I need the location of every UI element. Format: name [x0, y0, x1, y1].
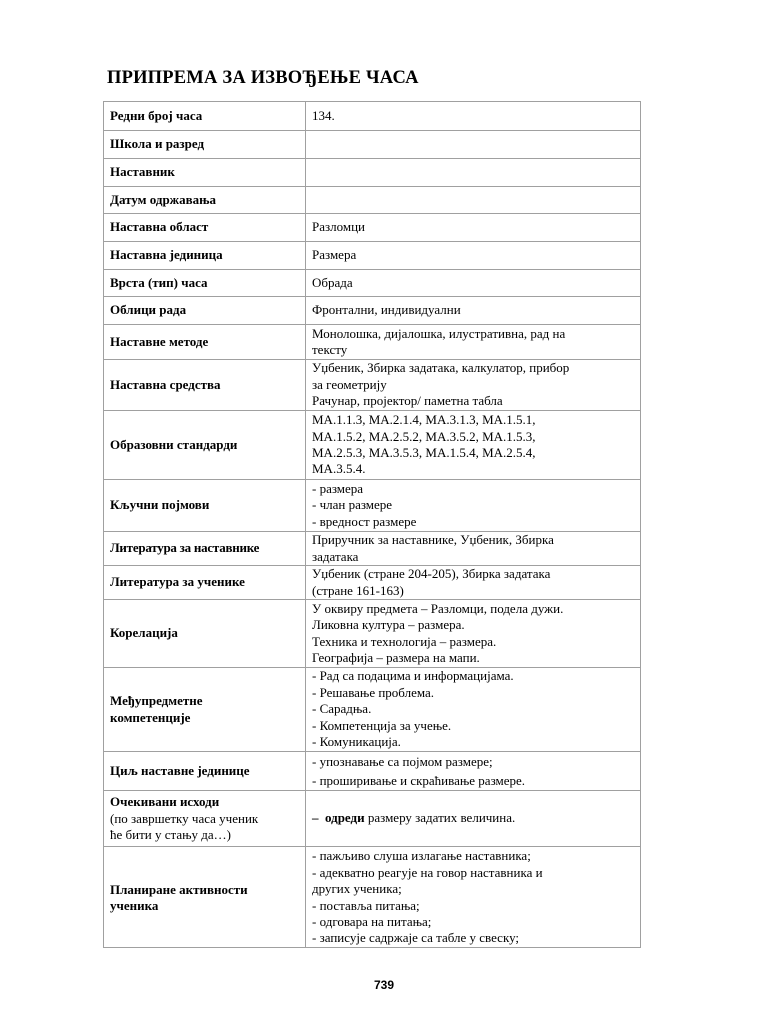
- row-value: [306, 411, 641, 480]
- row-value: 134.: [306, 102, 641, 131]
- outcome-dash: –: [312, 810, 319, 826]
- value-line: - упознавање са појмом размере;: [312, 754, 493, 769]
- value-line: МА.2.5.3, МА.3.5.3, МА.1.5.4, МА.2.5.4,: [312, 445, 536, 460]
- row-label: Циљ наставне јединице: [104, 752, 306, 791]
- table-row: [104, 187, 641, 214]
- value-line: - Компетенција за учење.: [312, 717, 452, 733]
- row-label: Литература за ученике: [104, 566, 306, 600]
- value-line: - Сарадња.: [312, 701, 372, 717]
- row-value: [306, 847, 641, 948]
- value-line: Приручник за наставнике, Уџбеник, Збирка: [312, 532, 554, 548]
- row-label: [104, 668, 306, 752]
- value-line: МА.3.5.4.: [312, 461, 366, 477]
- value-line: - размера: [312, 480, 364, 496]
- row-value: [306, 159, 641, 187]
- value-line: Техника и технологија – размера.: [312, 633, 497, 649]
- value-line: Уџбеник (стране 204-205), Збирка задатака: [312, 566, 551, 582]
- outcome-text: размеру задатих величина.: [364, 810, 516, 826]
- table-row: [104, 102, 641, 131]
- label-subline: (по завршетку часа ученик: [110, 810, 259, 826]
- label-line: компетенције: [110, 709, 191, 725]
- table-row: [104, 214, 641, 242]
- value-line: тексту: [312, 342, 348, 357]
- row-label: Литература за наставнике: [104, 532, 306, 566]
- table-row: [104, 159, 641, 187]
- table-row: [104, 532, 641, 566]
- table-row: [104, 325, 641, 360]
- row-value: Фронтални, индивидуални: [306, 297, 641, 325]
- row-label: Кључни појмови: [104, 480, 306, 532]
- value-line: - одговара на питања;: [312, 913, 432, 929]
- table-row: [104, 270, 641, 297]
- value-line: Уџбеник, Збирка задатака, калкулатор, прибор: [312, 360, 570, 376]
- value-line: - вредност размере: [312, 513, 417, 529]
- table-row: [104, 847, 641, 948]
- value-line: (стране 161-163): [312, 582, 404, 598]
- label-subline: ће бити у стању да…): [110, 827, 231, 843]
- value-line: других ученика;: [312, 881, 402, 897]
- table-row: [104, 131, 641, 159]
- row-label: Образовни стандарди: [104, 411, 306, 480]
- outcome-verb: одреди: [325, 810, 365, 826]
- row-value: [306, 480, 641, 532]
- table-row: [104, 600, 641, 668]
- value-line: МА.1.5.2, МА.2.5.2, МА.3.5.2, МА.1.5.3,: [312, 428, 536, 444]
- row-label: Редни број часа: [104, 102, 306, 131]
- label-line: Планиране активности: [110, 881, 248, 897]
- row-value: Размера: [306, 242, 641, 270]
- label-line: Међупредметне: [110, 693, 203, 709]
- row-value: Разломци: [306, 214, 641, 242]
- value-line: - записује садржаје са табле у свеску;: [312, 930, 520, 946]
- label-line: ученика: [110, 898, 159, 913]
- value-line: задатака: [312, 548, 359, 564]
- value-line: - Рад са подацима и информацијама.: [312, 668, 514, 684]
- value-line: Рачунар, пројектор/ паметна табла: [312, 393, 503, 409]
- value-line: Монолошка, дијалошка, илустративна, рад на: [312, 325, 566, 341]
- row-value: [306, 752, 641, 791]
- row-value: [306, 131, 641, 159]
- row-label: Наставна област: [104, 214, 306, 242]
- value-line: Ликовна култура – размера.: [312, 617, 465, 633]
- page-title: ПРИПРЕМА ЗА ИЗВОЂЕЊЕ ЧАСА: [107, 68, 419, 88]
- row-label: Наставник: [104, 159, 306, 187]
- row-value: [306, 566, 641, 600]
- table-row: [104, 411, 641, 480]
- value-line: - Комуникација.: [312, 734, 401, 750]
- row-label: Наставна средства: [104, 360, 306, 411]
- row-value: [306, 360, 641, 411]
- table-row: [104, 791, 641, 847]
- row-label: Датум одржавања: [104, 187, 306, 214]
- value-line: - поставља питања;: [312, 897, 420, 913]
- row-value: [306, 668, 641, 752]
- row-label: Врста (тип) часа: [104, 270, 306, 297]
- row-label: Облици рада: [104, 297, 306, 325]
- row-label: Корелација: [104, 600, 306, 668]
- label-line: Очекивани исходи: [110, 794, 220, 810]
- row-label: [104, 791, 306, 847]
- value-line: У оквиру предмета – Разломци, подела дужи.: [312, 600, 564, 616]
- row-label: Наставне методе: [104, 325, 306, 360]
- row-label: [104, 847, 306, 948]
- table-row: [104, 480, 641, 532]
- value-line: - адекватно реагује на говор наставника и: [312, 864, 543, 880]
- value-line: - члан размере: [312, 497, 393, 513]
- value-line: за геометрију: [312, 376, 387, 392]
- row-value: [306, 532, 641, 566]
- table-row: [104, 668, 641, 752]
- value-line: Географија – размера на мапи.: [312, 649, 480, 665]
- lesson-plan-table: [103, 101, 641, 948]
- value-line: МА.1.1.3, МА.2.1.4, МА.3.1.3, МА.1.5.1,: [312, 412, 536, 428]
- row-label: Наставна јединица: [104, 242, 306, 270]
- table-row: [104, 566, 641, 600]
- value-line: - Решавање проблема.: [312, 684, 435, 700]
- table-row: [104, 242, 641, 270]
- table-row: [104, 752, 641, 791]
- row-label: Школа и разред: [104, 131, 306, 159]
- table-row: [104, 297, 641, 325]
- value-line: - пажљиво слуша излагање наставника;: [312, 848, 531, 864]
- table-row: [104, 360, 641, 411]
- row-value: [306, 791, 641, 847]
- row-value: Обрада: [306, 270, 641, 297]
- row-value: [306, 325, 641, 360]
- row-value: [306, 600, 641, 668]
- value-line: - проширивање и скраћивање размере.: [312, 773, 526, 788]
- row-value: [306, 187, 641, 214]
- page-number: 739: [373, 978, 395, 992]
